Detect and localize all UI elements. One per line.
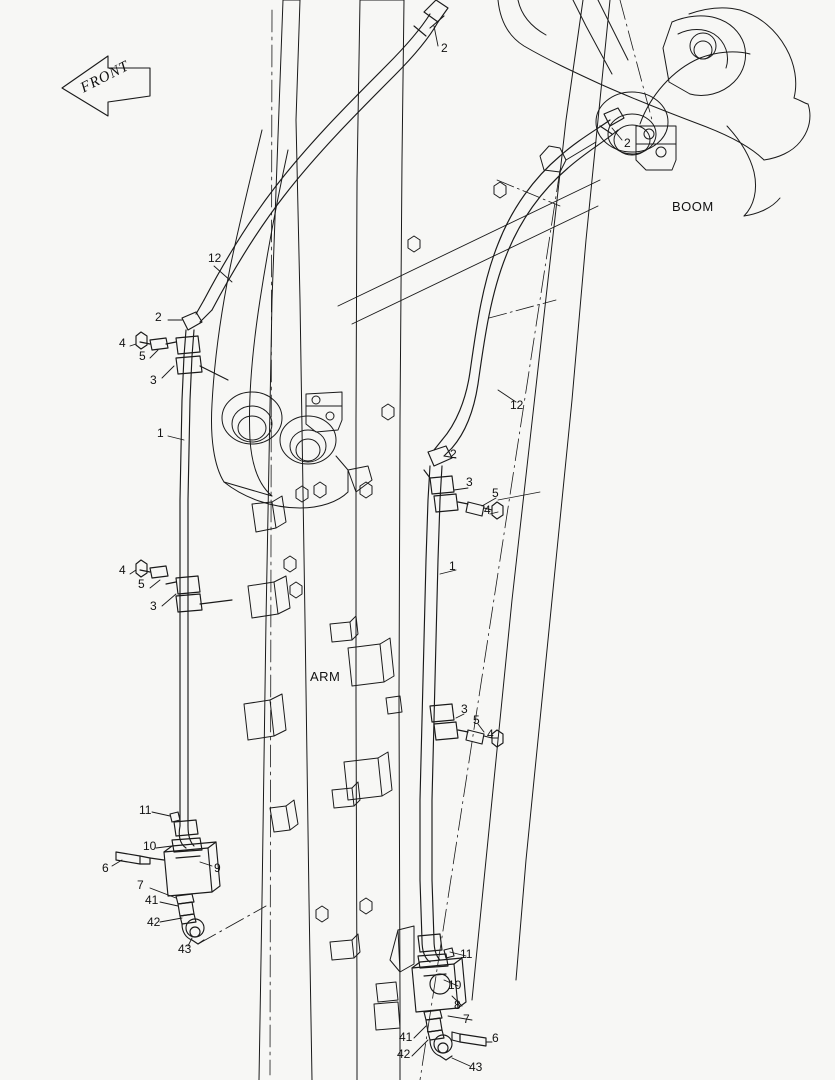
callout-6: 6 (492, 1031, 499, 1045)
callout-10: 10 (143, 839, 157, 853)
callout-3: 3 (461, 702, 468, 716)
callout-10: 10 (448, 978, 462, 992)
callout-4: 4 (119, 336, 126, 350)
bolt-marks (284, 182, 506, 922)
boom-lower-frame (338, 0, 652, 1080)
arm-tip (390, 926, 414, 972)
right-hose-assembly (412, 108, 624, 1060)
component-label-boom: BOOM (672, 199, 714, 214)
callout-43: 43 (469, 1060, 483, 1074)
callout-8: 8 (454, 998, 461, 1012)
callout-41: 41 (145, 893, 159, 907)
callout-2: 2 (624, 136, 631, 150)
callout-41: 41 (399, 1030, 413, 1044)
arm-structure (259, 0, 404, 1080)
callout-2: 2 (450, 447, 457, 461)
callout-11: 11 (460, 947, 473, 961)
callout-5: 5 (492, 486, 499, 500)
callout-12: 12 (510, 398, 524, 412)
callout-5: 5 (138, 577, 145, 591)
callout-4: 4 (487, 727, 494, 741)
callout-7: 7 (463, 1012, 470, 1026)
callout-11: 11 (139, 803, 152, 817)
callout-6: 6 (102, 861, 109, 875)
callout-3: 3 (466, 475, 473, 489)
callout-9: 9 (214, 861, 221, 875)
callout-42: 42 (147, 915, 161, 929)
callout-2: 2 (155, 310, 162, 324)
callout-4: 4 (119, 563, 126, 577)
callout-4: 4 (484, 503, 491, 517)
callout-7: 7 (137, 878, 144, 892)
boom-casting (498, 0, 810, 216)
callout-43: 43 (178, 942, 192, 956)
callout-2: 2 (441, 41, 448, 55)
callout-1: 1 (157, 426, 164, 440)
arm-surface-brackets (244, 496, 402, 1030)
callout-3: 3 (150, 373, 157, 387)
front-arrow-label: FRONT (78, 58, 133, 97)
callout-3: 3 (150, 599, 157, 613)
component-label-arm: ARM (310, 669, 341, 684)
callout-42: 42 (397, 1047, 411, 1061)
callout-1: 1 (449, 559, 456, 573)
callout-5: 5 (139, 349, 146, 363)
callout-5: 5 (473, 713, 480, 727)
callout-12: 12 (208, 251, 222, 265)
left-hose-assembly (116, 0, 448, 944)
